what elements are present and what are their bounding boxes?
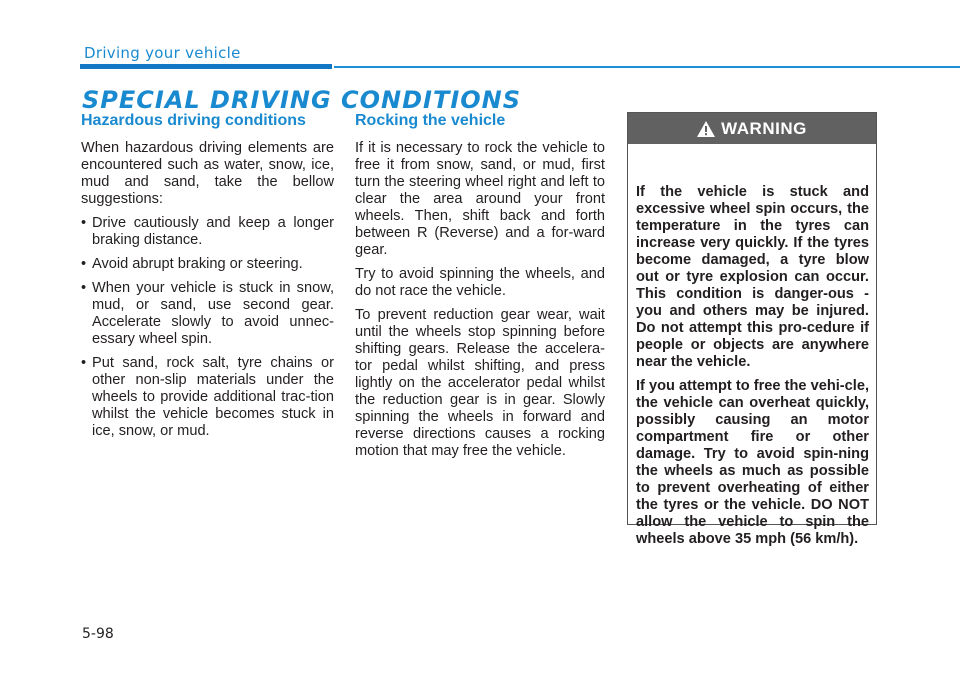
chapter-header: Driving your vehicle xyxy=(84,44,241,62)
warning-box xyxy=(627,112,877,547)
hazardous-title: Hazardous driving conditions xyxy=(81,112,306,129)
rocking-paragraph: Try to avoid spinning the wheels, and do not race the vehicle. xyxy=(355,266,605,299)
rocking-column xyxy=(355,112,605,467)
page-number: 5-98 xyxy=(82,626,114,642)
rocking-title: Rocking the vehicle xyxy=(355,112,506,129)
warning-paragraph: If the vehicle is stuck and excessive wheel spin occurs, the temperature in the tyres can increase very quickly. If the tyres become damaged, a tyre blow out or tyre explosion can occur. This condition is danger-ous - you and others may be injured. Do not attempt this pro-cedure if people or objects are anywhere near the vehicle. xyxy=(636,184,869,370)
warning-body xyxy=(628,144,876,548)
list-item: • Drive cautiously and keep a longer braking distance. xyxy=(81,215,334,249)
header-rule-light xyxy=(334,66,960,68)
rocking-paragraph: To prevent reduction gear wear, wait until the wheels stop spinning before shifting gears. Release the accelera-tor pedal whilst shifting, and press lightly on the accelerator pedal whilst the reduction gear is in gear. Slowly spinning the wheels in forward and reverse directions causes a rocking motion that may free the vehicle. xyxy=(355,307,605,459)
list-item: • When your vehicle is stuck in snow, mud, or sand, use second gear. Accelerate slowly to avoid unnec-essary wheel spin. xyxy=(81,280,334,348)
list-item: • Avoid abrupt braking or steering. xyxy=(81,256,334,273)
section-title: SPECIAL DRIVING CONDITIONS xyxy=(82,86,522,114)
hazardous-column xyxy=(81,112,334,447)
list-item: • Put sand, rock salt, tyre chains or other non-slip materials under the wheels to provide additional trac-tion whilst the vehicle becomes stuck in ice, snow, or mud. xyxy=(81,355,334,440)
hazardous-intro: When hazardous driving elements are encountered such as water, snow, ice, mud and sand, take the bellow suggestions: xyxy=(81,140,334,207)
warning-paragraph: If you attempt to free the vehi-cle, the vehicle can overheat quickly, possibly causing an motor compartment fire or other damage. Try to avoid spin-ning the wheels as much as possible to prevent overheating of either the tyres or the vehicle. DO NOT allow the vehicle to spin the wheels above 35 mph (56 km/h). xyxy=(636,378,869,547)
header-rule-dark xyxy=(80,64,332,69)
rocking-paragraph: If it is necessary to rock the vehicle to free it from snow, sand, or mud, first turn the steering wheel right and left to clear the area around your front wheels. Then, shift back and forth between R (Reverse) and a for-ward gear. xyxy=(355,140,605,258)
warning-header xyxy=(628,113,876,144)
warning-label: WARNING xyxy=(721,118,807,138)
hazardous-list xyxy=(81,215,334,440)
warning-triangle-icon xyxy=(697,121,715,137)
